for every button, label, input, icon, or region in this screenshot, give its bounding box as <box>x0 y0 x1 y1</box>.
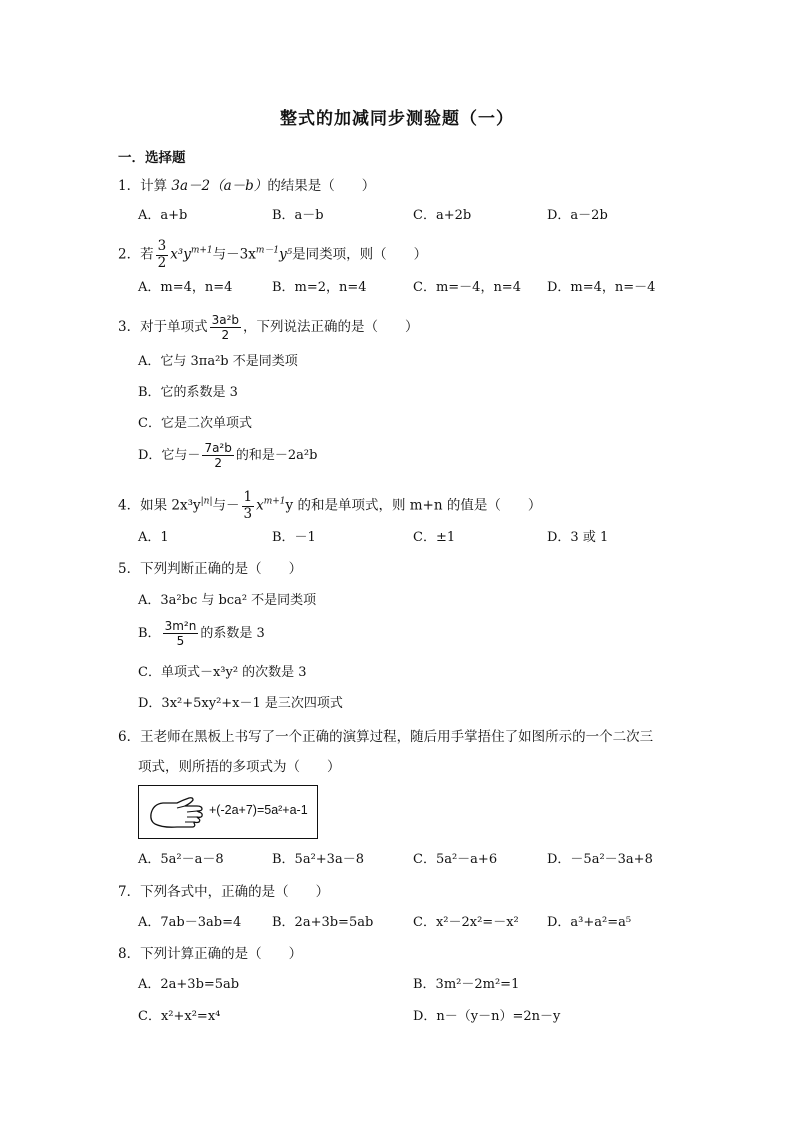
question-expression: 3a－2（a－b） <box>171 178 268 194</box>
page-title: 整式的加减同步测验题（一） <box>280 109 514 129</box>
q1-option-a: A．a+b <box>138 208 188 223</box>
question-3 <box>118 314 419 341</box>
fraction-denominator: 2 <box>157 254 167 271</box>
q4-option-a: A．1 <box>138 530 169 545</box>
question-6-line-2: 项式，则所捂的多项式为（ ） <box>138 759 341 775</box>
question-text: 与－ <box>212 497 240 514</box>
question-text: 下列各式中，正确的是（ ） <box>140 884 330 900</box>
fraction <box>156 240 169 270</box>
q7-option-b: B．2a+3b=5ab <box>272 915 374 930</box>
question-text: 若 <box>140 246 154 263</box>
q6-option-d: D．－5a²－3a+8 <box>547 852 653 867</box>
question-8 <box>118 944 302 964</box>
question-number: 8． <box>118 946 141 962</box>
q2-option-c: C．m=－4，n=4 <box>413 280 521 295</box>
question-number: 7． <box>118 884 141 900</box>
fraction-denominator: 3 <box>243 505 253 522</box>
q3-option-d <box>138 442 317 469</box>
question-number: 4． <box>118 497 141 514</box>
option-text: D．它与－ <box>138 448 201 463</box>
question-number: 5． <box>118 561 141 577</box>
question-number: 6． <box>118 729 141 745</box>
exponent: m－1 <box>255 245 280 256</box>
q3-option-a: A．它与 3πa²b 不是同类项 <box>138 354 298 369</box>
q5-option-b <box>138 620 265 647</box>
fraction <box>163 620 199 647</box>
question-4 <box>118 491 541 521</box>
question-number: 3． <box>118 319 141 335</box>
q3-option-b: B．它的系数是 3 <box>138 385 238 400</box>
fraction-numerator: 7a²b <box>204 441 232 455</box>
fraction <box>242 491 255 521</box>
q8-option-a: A．2a+3b=5ab <box>138 977 240 992</box>
q3-option-c: C．它是二次单项式 <box>138 416 252 431</box>
question-text: 下列计算正确的是（ ） <box>140 946 303 962</box>
q7-option-a: A．7ab－3ab=4 <box>138 915 242 930</box>
question-2 <box>118 240 427 270</box>
question-text: y 的和是单项式，则 m+n 的值是（ ） <box>285 497 542 514</box>
blackboard-expression: +(-2a+7)=5a²+a-1 <box>209 803 308 817</box>
exponent: |n| <box>200 496 213 507</box>
q8-option-b: B．3m²－2m²=1 <box>413 977 520 992</box>
q7-option-c: C．x²－2x²=－x² <box>413 915 519 930</box>
question-5 <box>118 559 302 579</box>
question-7 <box>118 882 329 902</box>
q4-option-b: B．－1 <box>272 530 316 545</box>
q5-option-c: C．单项式－x³y² 的次数是 3 <box>138 665 307 680</box>
q6-option-b: B．5a²+3a－8 <box>272 852 364 867</box>
q8-option-d: D．n－（y－n）=2n－y <box>413 1009 561 1024</box>
fraction <box>202 442 233 469</box>
question-1 <box>118 176 375 196</box>
question-text: 与－3x <box>212 246 256 263</box>
math-term: x <box>256 497 264 514</box>
question-text: 对于单项式 <box>140 319 208 335</box>
fraction-denominator: 2 <box>221 328 230 342</box>
fraction-numerator: 3a²b <box>211 313 240 327</box>
fraction-denominator: 5 <box>176 634 185 648</box>
option-text: 的和是－2a²b <box>235 448 318 463</box>
section-heading: 一．选择题 <box>118 150 186 166</box>
fraction-numerator: 3 <box>157 238 167 254</box>
q6-option-c: C．5a²－a+6 <box>413 852 498 867</box>
question-text: 如果 2x³y <box>140 497 201 514</box>
hand-icon <box>147 794 205 832</box>
q1-option-d: D．a－2b <box>547 208 608 223</box>
q4-option-d: D．3 或 1 <box>547 530 609 545</box>
q6-option-a: A．5a²－a－8 <box>138 852 224 867</box>
question-text: 王老师在黑板上书写了一个正确的演算过程，随后用手掌捂住了如图所示的一个二次三 <box>140 729 654 745</box>
q7-option-d: D．a³+a²=a⁵ <box>547 915 632 930</box>
option-text: 的系数是 3 <box>200 626 265 641</box>
question-text: 是同类项，则（ ） <box>292 246 428 263</box>
q2-option-d: D．m=4，n=－4 <box>547 280 656 295</box>
q1-option-c: C．a+2b <box>413 208 472 223</box>
q8-option-c: C．x²+x²=x⁴ <box>138 1009 221 1024</box>
fraction <box>210 314 241 341</box>
fraction-numerator: 1 <box>243 489 253 505</box>
q5-option-a: A．3a²bc 与 bca² 不是同类项 <box>138 593 317 608</box>
q5-option-d: D．3x²+5xy²+x－1 是三次四项式 <box>138 696 343 711</box>
fraction-numerator: 3m²n <box>164 619 197 633</box>
question-6 <box>118 727 653 747</box>
question-number: 2． <box>118 246 141 263</box>
blackboard-figure <box>138 785 318 839</box>
q2-option-b: B．m=2，n=4 <box>272 280 367 295</box>
exponent: m+1 <box>263 496 286 507</box>
q4-option-c: C．±1 <box>413 530 456 545</box>
question-number: 1． <box>118 178 141 194</box>
q2-option-a: A．m=4，n=4 <box>138 280 233 295</box>
option-text: B． <box>138 626 161 641</box>
math-term: x³y <box>170 246 191 263</box>
math-term: y⁵ <box>279 246 293 263</box>
question-text: 下列判断正确的是（ ） <box>140 561 303 577</box>
fraction-denominator: 2 <box>214 456 222 470</box>
question-text: 计算 <box>140 178 172 194</box>
q1-option-b: B．a－b <box>272 208 324 223</box>
question-text: 的结果是（ ） <box>267 178 376 194</box>
exponent: m+1 <box>190 245 213 256</box>
question-text: ，下列说法正确的是（ ） <box>243 319 419 335</box>
